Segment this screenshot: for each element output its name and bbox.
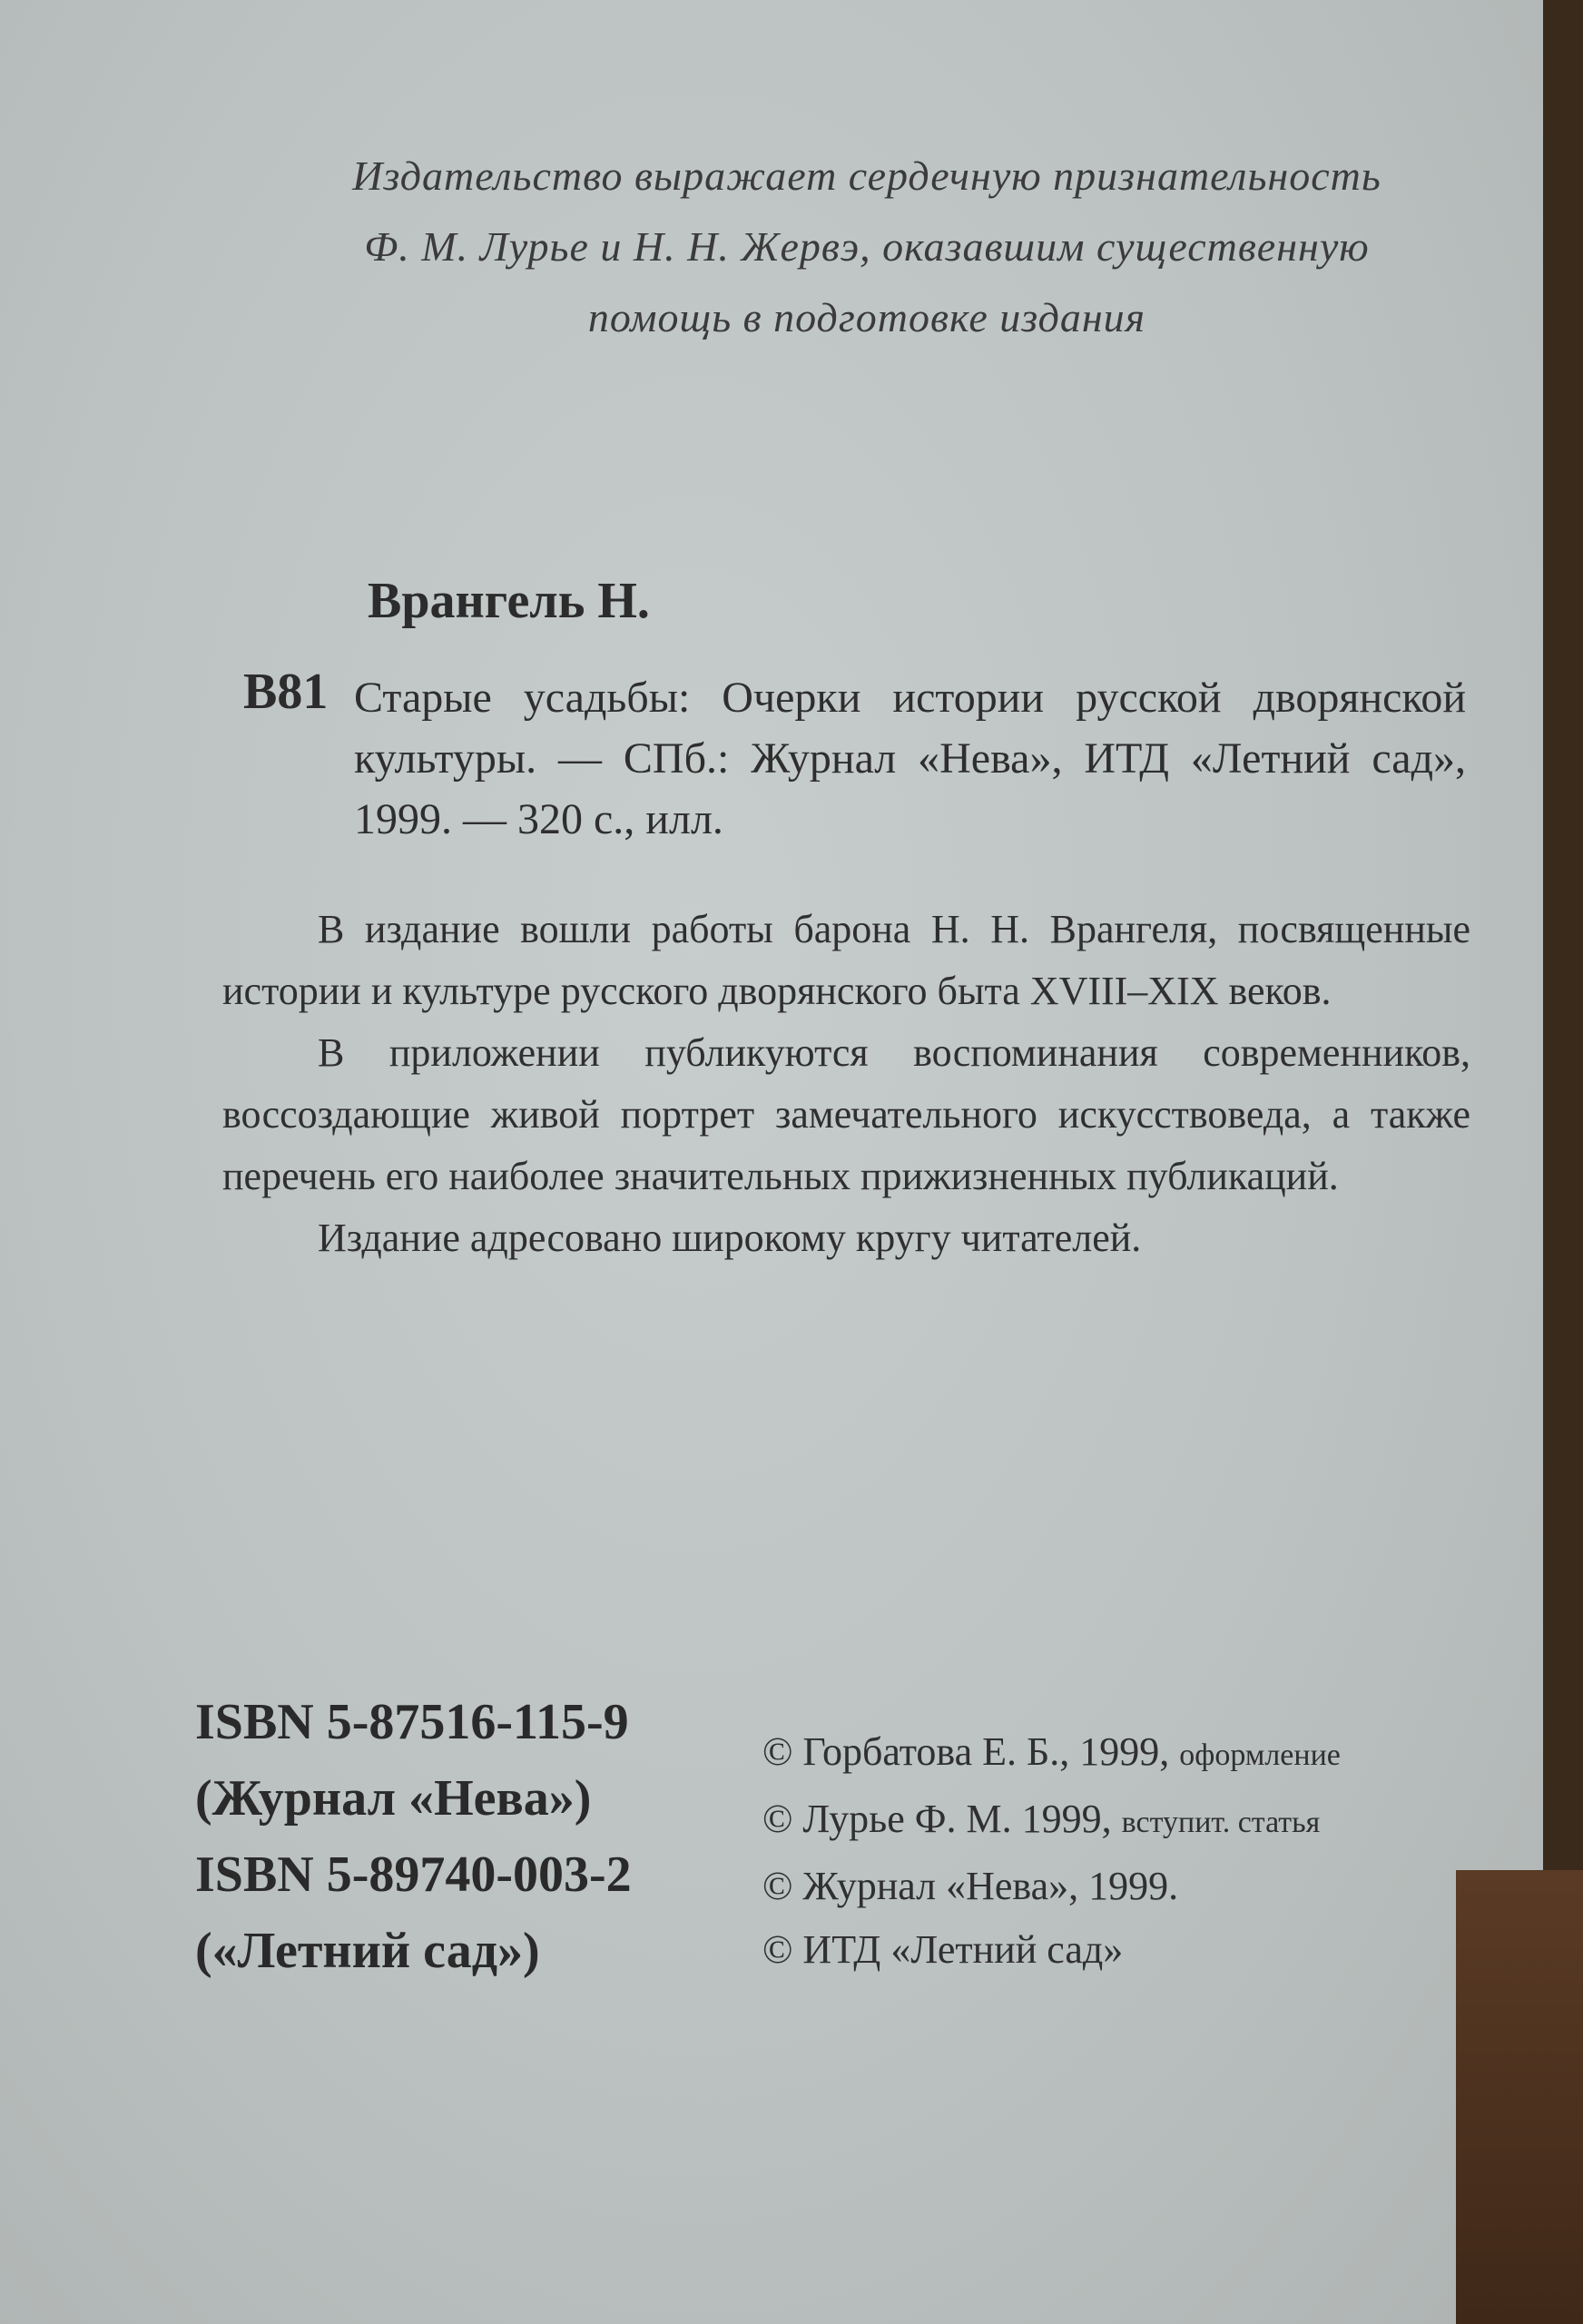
book-cover-edge: [1456, 1870, 1583, 2324]
isbn-block: [195, 1684, 632, 1989]
copyright-line: [762, 1855, 1341, 1918]
isbn-number: ISBN 5-89740-003-2: [195, 1846, 632, 1903]
copyright-block: [762, 1720, 1341, 1982]
isbn-number: ISBN 5-87516-115-9: [195, 1694, 629, 1750]
copyright-holder: © Журнал «Нева», 1999.: [762, 1864, 1179, 1908]
annotation-paragraph: В издание вошли работы барона Н. Н. Врангеля, посвященные истории и культуре русского дворянского быта XVIII–XIX веков.: [222, 907, 1470, 1013]
bibliographic-description: Старые усадьбы: Очерки истории русской дворянской культуры. — СПб.: Журнал «Нева», ИТД «Летний сад», 1999. — 320 с., илл.: [354, 674, 1466, 843]
annotation-paragraph: Издание адресовано широкому кругу читателей.: [318, 1216, 1142, 1260]
copyright-holder: © ИТД «Летний сад»: [762, 1927, 1124, 1972]
annotation-paragraph: В приложении публикуются воспоминания современников, воссоздающие живой портрет замечательного искусствоведа, а также перечень его наиболее значительных прижизненных публикаций.: [222, 1030, 1470, 1198]
book-annotation: [222, 899, 1470, 1269]
copyright-note: вступит. статья: [1121, 1806, 1321, 1839]
copyright-line: [762, 1787, 1341, 1855]
isbn-publisher: («Летний сад»): [195, 1923, 540, 1979]
isbn-publisher: (Журнал «Нева»): [195, 1770, 592, 1827]
copyright-holder: © Лурье Ф. М. 1999,: [762, 1797, 1112, 1841]
acknowledgement-line: Ф. М. Лурье и Н. Н. Жервэ, оказавшим существенную: [364, 223, 1370, 270]
acknowledgement-line: помощь в подготовке издания: [587, 294, 1146, 340]
copyright-line: [762, 1918, 1341, 1982]
copyright-line: [762, 1720, 1341, 1787]
acknowledgement-text: [254, 141, 1480, 353]
library-classification-code: В81: [243, 664, 329, 720]
acknowledgement-line: Издательство выражает сердечную признательность: [352, 153, 1381, 199]
copyright-note: оформление: [1179, 1738, 1341, 1772]
copyright-holder: © Горбатова Е. Б., 1999,: [762, 1729, 1170, 1774]
author-name: Врангель Н.: [368, 573, 650, 629]
